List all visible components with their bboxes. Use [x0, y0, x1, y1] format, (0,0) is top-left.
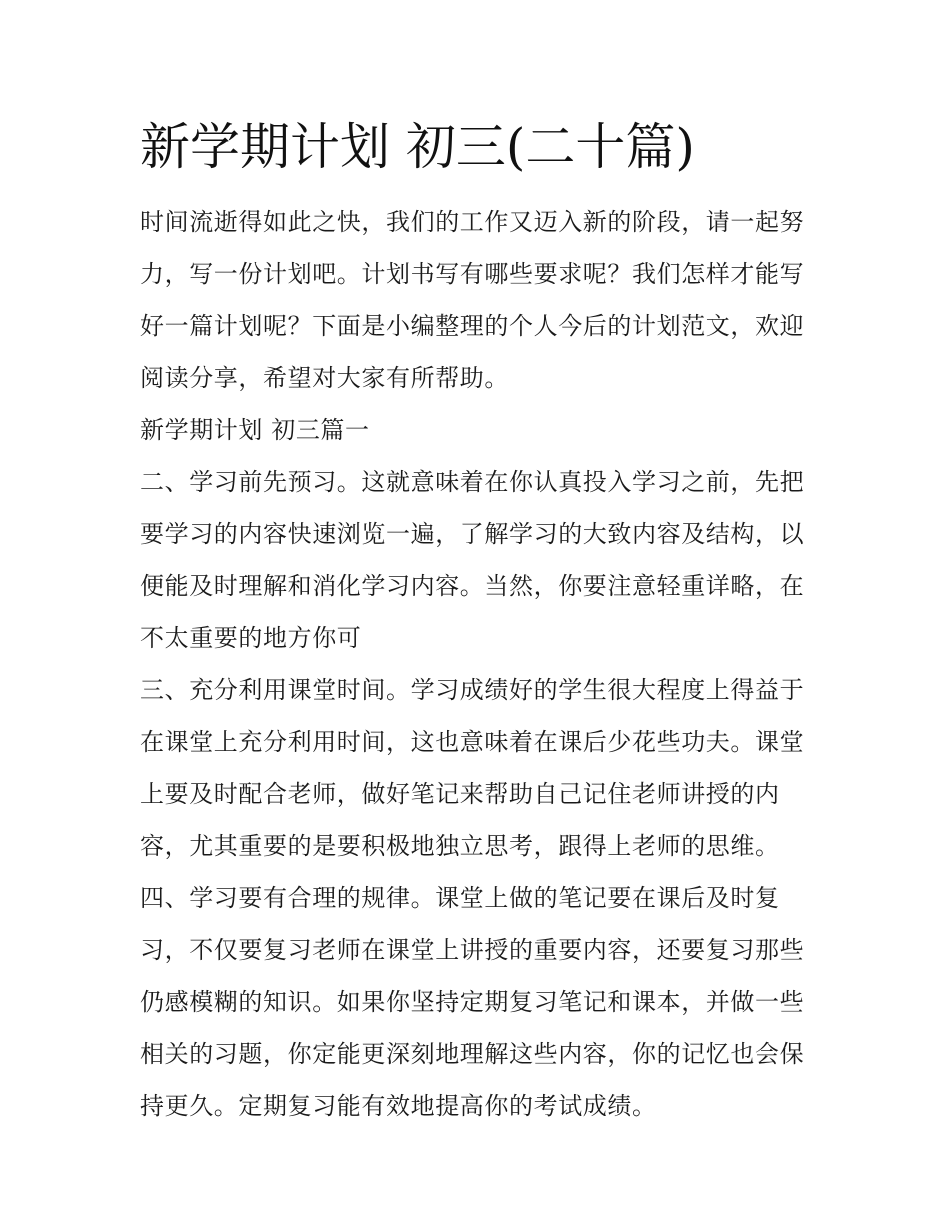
section-heading: 新学期计划 初三篇一	[140, 416, 370, 444]
document-body	[140, 196, 820, 1132]
intro-paragraph: 时间流逝得如此之快，我们的工作又迈入新的阶段，请一起努力，写一份计划吧。计划书写有哪些要求呢？我们怎样才能写好一篇计划呢？下面是小编整理的个人今后的计划范文，欢迎阅读分享，希望对大家有所帮助。	[140, 208, 805, 392]
paragraph-two: 二、学习前先预习。这就意味着在你认真投入学习之前，先把要学习的内容快速浏览一遍，了解学习的大致内容及结构，以便能及时理解和消化学习内容。当然，你要注意轻重详略，在不太重要的地方你可	[140, 468, 805, 652]
document-title: 新学期计划 初三(二十篇)	[140, 118, 695, 176]
paragraph-four: 四、学习要有合理的规律。课堂上做的笔记要在课后及时复习，不仅要复习老师在课堂上讲授的重要内容，还要复习那些仍感模糊的知识。如果你坚持定期复习笔记和课本，并做一些相关的习题，你定能更深刻地理解这些内容，你的记忆也会保持更久。定期复习能有效地提高你的考试成绩。	[140, 884, 805, 1120]
paragraph-three: 三、充分利用课堂时间。学习成绩好的学生很大程度上得益于在课堂上充分利用时间，这也意味着在课后少花些功夫。课堂上要及时配合老师，做好笔记来帮助自己记住老师讲授的内容，尤其重要的是要积极地独立思考，跟得上老师的思维。	[140, 676, 805, 860]
